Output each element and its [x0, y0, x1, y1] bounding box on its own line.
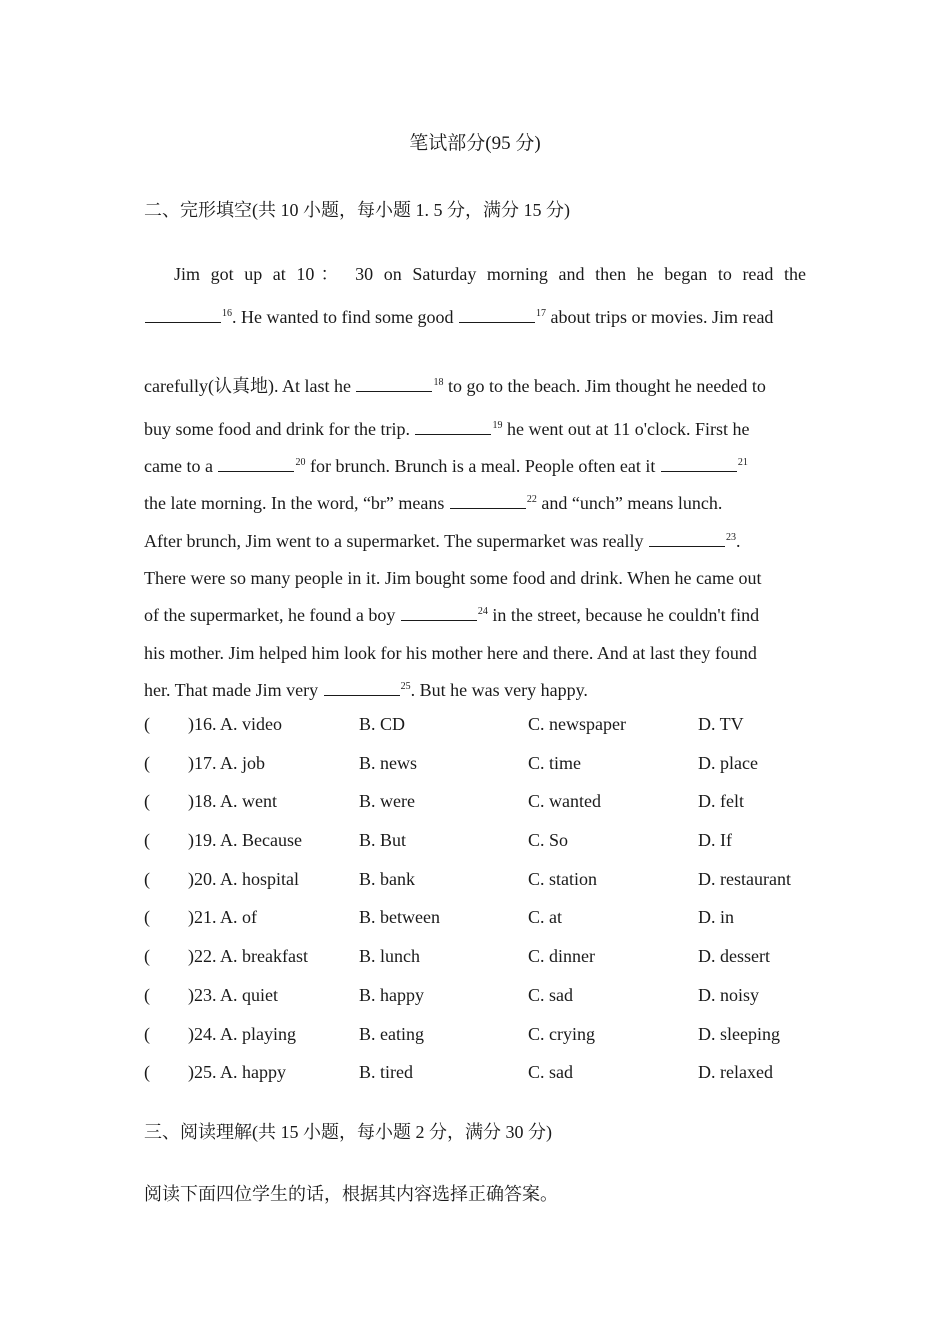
passage-text: There were so many people in it. Jim bought some food and drink. When he came out — [144, 568, 762, 588]
answer-bracket: ( — [144, 946, 150, 966]
answer-bracket: ( — [144, 869, 150, 889]
page-title: 笔试部分(95 分) — [409, 133, 541, 154]
question-row — [144, 907, 844, 933]
option-a: )22. A. breakfast — [188, 946, 308, 966]
blank-number: 23 — [726, 532, 736, 543]
option-d: D. place — [698, 753, 758, 773]
section-heading-cloze: 二、完形填空(共 10 小题，每小题 1. 5 分，满分 15 分) — [144, 200, 570, 220]
option-b: B. CD — [359, 714, 406, 734]
option-b: B. happy — [359, 985, 424, 1005]
blank-number: 21 — [737, 457, 748, 468]
option-b: B. lunch — [359, 946, 420, 966]
blank-25 — [324, 694, 400, 696]
option-d: D. in — [698, 907, 734, 927]
blank-number: 19 — [492, 420, 503, 431]
blank-22 — [450, 507, 526, 509]
blank-number: 22 — [526, 494, 537, 505]
blank-18 — [356, 390, 432, 392]
passage-text: After brunch, Jim went to a supermarket. The supermarket was really — [144, 531, 644, 551]
option-d: D. relaxed — [698, 1062, 773, 1082]
option-a: )19. A. Because — [188, 830, 302, 850]
passage-text: Jim got up at 10： 30 on Saturday morning and then he began to read the — [174, 264, 806, 284]
option-c: C. crying — [528, 1024, 595, 1044]
passage-text: buy some food and drink for the trip. — [144, 419, 410, 439]
option-d: D. sleeping — [698, 1024, 780, 1044]
blank-number: 16 — [222, 308, 232, 319]
option-b: B. were — [359, 791, 415, 811]
answer-bracket: ( — [144, 985, 150, 1005]
answer-bracket: ( — [144, 907, 150, 927]
passage-text: . He wanted to find some good — [232, 307, 454, 327]
option-a: )24. A. playing — [188, 1024, 296, 1044]
blank-16 — [145, 321, 221, 323]
blank-number: 25 — [400, 681, 411, 692]
option-b: B. between — [359, 907, 440, 927]
option-a: )23. A. quiet — [188, 985, 278, 1005]
option-b: B. tired — [359, 1062, 413, 1082]
reading-instruction: 阅读下面四位学生的话，根据其内容选择正确答案。 — [144, 1184, 558, 1204]
blank-number: 18 — [433, 377, 444, 388]
passage-text: her. That made Jim very — [144, 680, 319, 700]
passage-line — [144, 307, 806, 328]
question-row — [144, 714, 844, 740]
passage-text: in the street, because he couldn't find — [492, 605, 760, 625]
question-row — [144, 830, 844, 856]
option-c: C. sad — [528, 985, 573, 1005]
passage-text: for brunch. Brunch is a meal. People often eat it — [309, 456, 656, 476]
question-row — [144, 1062, 844, 1088]
passage-text: his mother. Jim helped him look for his mother here and there. And at last they found — [144, 643, 757, 663]
passage-text: to go to the beach. Jim thought he needed to — [447, 376, 766, 396]
passage-line — [144, 605, 806, 626]
blank-number: 20 — [295, 457, 306, 468]
question-row — [144, 753, 844, 779]
question-row — [144, 869, 844, 895]
answer-bracket: ( — [144, 791, 150, 811]
question-row — [144, 985, 844, 1011]
passage-text: and “unch” means lunch. — [541, 493, 723, 513]
question-row — [144, 946, 844, 972]
passage-text: . — [736, 531, 741, 551]
question-row — [144, 1024, 844, 1050]
option-c: C. at — [528, 907, 562, 927]
option-c: C. So — [528, 830, 569, 850]
option-b: B. news — [359, 753, 417, 773]
passage-text: . But he was very happy. — [410, 680, 588, 700]
blank-number: 24 — [477, 606, 488, 617]
passage-line — [144, 643, 806, 664]
blank-23 — [649, 545, 725, 547]
passage-line — [144, 531, 806, 552]
option-c: C. dinner — [528, 946, 595, 966]
option-c: C. newspaper — [528, 714, 626, 734]
option-c: C. wanted — [528, 791, 601, 811]
passage-text: the late morning. In the word, “br” means — [144, 493, 445, 513]
passage-line — [144, 260, 806, 286]
blank-20 — [218, 470, 294, 472]
option-b: B. But — [359, 830, 407, 850]
passage-line — [144, 680, 806, 701]
answer-bracket: ( — [144, 1062, 150, 1082]
option-a: )25. A. happy — [188, 1062, 286, 1082]
blank-17 — [459, 321, 535, 323]
answer-bracket: ( — [144, 753, 150, 773]
option-d: D. restaurant — [698, 869, 791, 889]
section-heading-reading: 三、阅读理解(共 15 小题，每小题 2 分，满分 30 分) — [144, 1122, 552, 1142]
answer-bracket: ( — [144, 830, 150, 850]
option-c: C. time — [528, 753, 581, 773]
blank-21 — [661, 470, 737, 472]
option-a: )18. A. went — [188, 791, 277, 811]
passage-line — [144, 419, 806, 440]
option-a: )20. A. hospital — [188, 869, 299, 889]
option-c: C. sad — [528, 1062, 573, 1082]
option-d: D. felt — [698, 791, 744, 811]
blank-19 — [415, 433, 491, 435]
option-d: D. If — [698, 830, 732, 850]
passage-line — [144, 372, 806, 398]
option-d: D. TV — [698, 714, 744, 734]
passage-text: of the supermarket, he found a boy — [144, 605, 396, 625]
option-b: B. bank — [359, 869, 415, 889]
option-a: )16. A. video — [188, 714, 282, 734]
question-row — [144, 791, 844, 817]
passage-text: about trips or movies. Jim read — [550, 307, 774, 327]
option-b: B. eating — [359, 1024, 424, 1044]
blank-24 — [401, 619, 477, 621]
option-d: D. dessert — [698, 946, 770, 966]
option-a: )17. A. job — [188, 753, 266, 773]
answer-bracket: ( — [144, 1024, 150, 1044]
blank-number: 17 — [535, 308, 546, 319]
passage-line — [144, 456, 806, 477]
passage-text: came to a — [144, 456, 213, 476]
answer-bracket: ( — [144, 714, 150, 734]
passage-line — [144, 568, 806, 589]
passage-text: carefully(认真地). At last he — [144, 376, 351, 396]
passage-text: he went out at 11 o'clock. First he — [506, 419, 750, 439]
option-d: D. noisy — [698, 985, 760, 1005]
passage-line — [144, 493, 806, 514]
option-c: C. station — [528, 869, 598, 889]
option-a: )21. A. of — [188, 907, 257, 927]
